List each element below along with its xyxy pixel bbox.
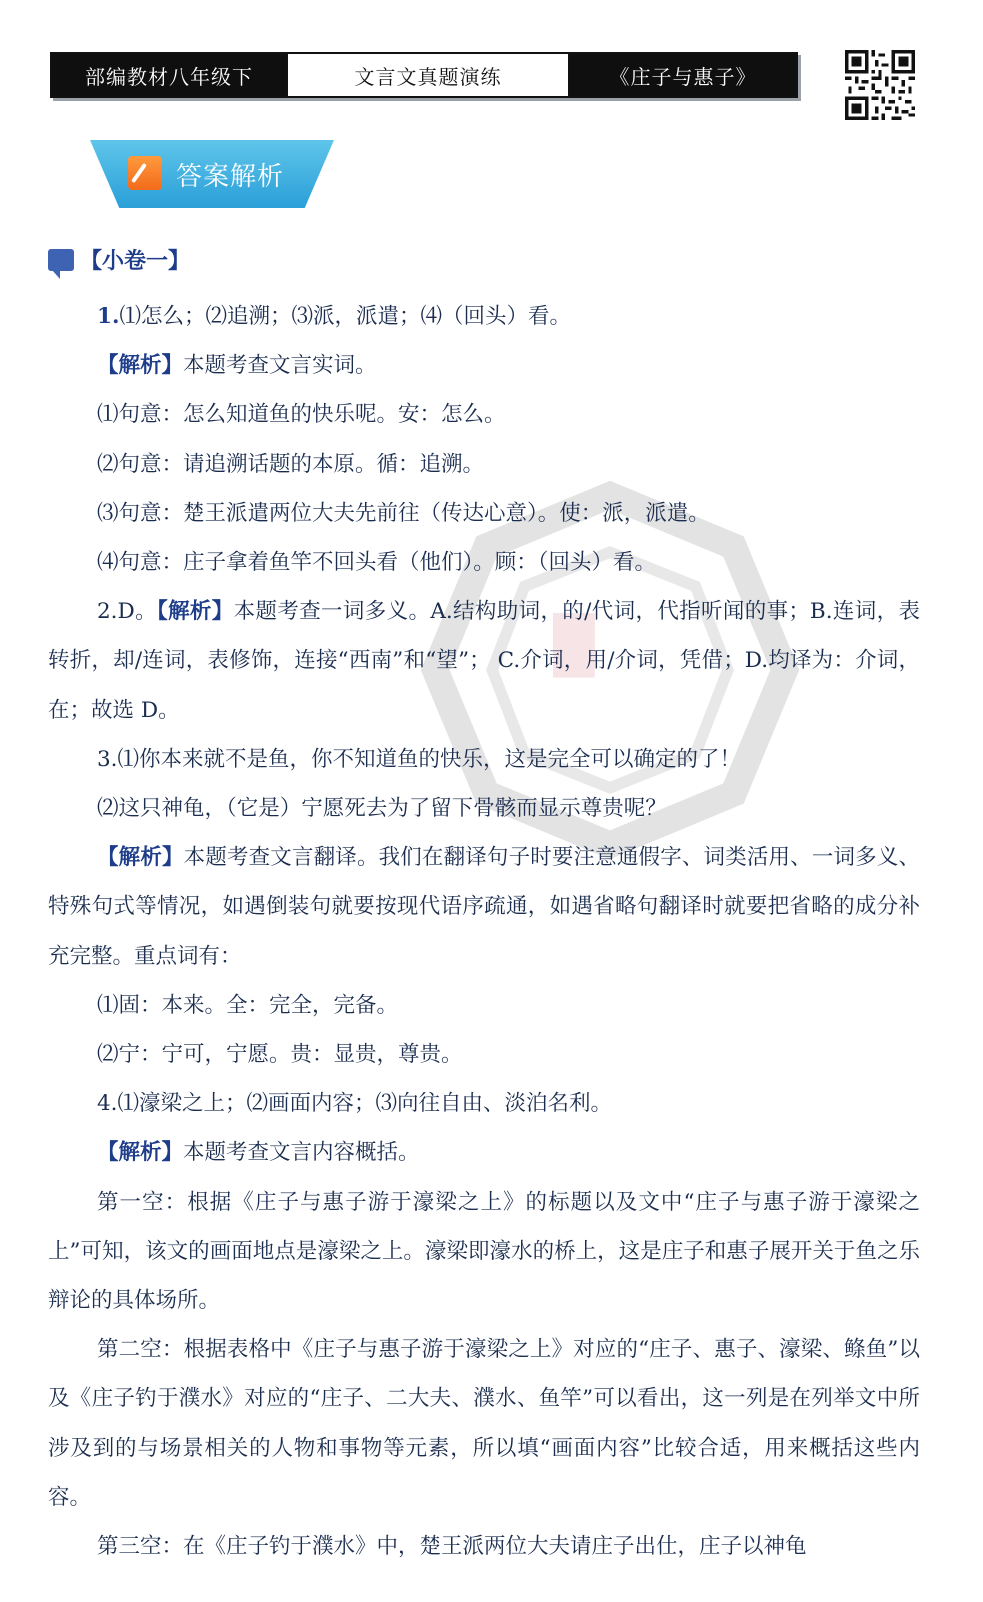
answer-q1-line-c: ⑶句意：楚王派遣两位大夫先前往（传达心意）。使：派，派遣。 bbox=[97, 500, 710, 526]
analysis-text: 本题考查文言实词。 bbox=[183, 353, 377, 379]
q1-number: 1. bbox=[97, 304, 120, 329]
analysis-tag: 【解析】 bbox=[97, 1140, 184, 1166]
answer-q4-analysis bbox=[48, 1128, 920, 1177]
q2-text: 本题考查一词多义。A.结构助词，的/代词，代指听闻的事；B.连词，表转折，却/连词，表修饰，连接“西南”和“望”； C.介词，用/介词，凭借；D.均译为：介词，在；故选 D。 bbox=[48, 599, 920, 723]
qr-code-icon bbox=[845, 50, 915, 120]
answer-q1-analysis bbox=[48, 341, 920, 390]
answer-q4-para3: 第三空：在《庄子钓于濮水》中，楚王派两位大夫请庄子出仕，庄子以神龟 bbox=[97, 1534, 807, 1560]
analysis-text: 本题考查文言内容概括。 bbox=[183, 1140, 420, 1166]
answer-q3-c: ⑴固：本来。全：完全，完备。 bbox=[97, 992, 399, 1018]
answer-q4: 4.⑴濠梁之上；⑵画面内容；⑶向往自由、淡泊名利。 bbox=[97, 1091, 613, 1117]
pencil-note-icon bbox=[128, 156, 162, 190]
answer-q4-para2: 第二空：根据表格中《庄子与惠子游于濠梁之上》对应的“庄子、惠子、濠梁、鲦鱼”以及《庄子钓于濮水》对应的“庄子、二大夫、濮水、鱼竿”可以看出，这一列是在列举文中所涉及到的与场景相关的人物和事物等元素，所以填“画面内容”比较合适，用来概括这些内容。 bbox=[48, 1337, 920, 1510]
section-heading bbox=[48, 244, 190, 275]
analysis-tag: 【解析】 bbox=[97, 845, 184, 871]
answer-q1-line-d: ⑷句意：庄子拿着鱼竿不回头看（他们）。顾：（回头）看。 bbox=[97, 550, 657, 576]
section-title: 【小卷一】 bbox=[80, 249, 191, 274]
answer-q3-a: 3.⑴你本来就不是鱼，你不知道鱼的快乐，这是完全可以确定的了！ bbox=[97, 746, 742, 772]
answer-q3-d: ⑵宁：宁可，宁愿。贵：显贵，尊贵。 bbox=[97, 1042, 463, 1068]
answer-content bbox=[48, 292, 920, 1571]
answer-q3-analysis bbox=[48, 833, 920, 981]
answer-q2 bbox=[48, 587, 920, 735]
answer-q1-line-a: ⑴句意：怎么知道鱼的快乐呢。安：怎么。 bbox=[97, 402, 506, 428]
banner-label: 答案解析 bbox=[176, 162, 285, 192]
header-lesson: 《庄子与惠子》 bbox=[570, 54, 796, 96]
analysis-tag: 【解析】 bbox=[156, 599, 234, 625]
answer-banner bbox=[90, 140, 334, 208]
answer-q4-para1: 第一空：根据《庄子与惠子游于濠梁之上》的标题以及文中“庄子与惠子游于濠梁之上”可知，该文的画面地点是濠梁之上。濠梁即濠水的桥上，这是庄子和惠子展开关于鱼之乐辩论的具体场所。 bbox=[48, 1189, 920, 1314]
header-bar bbox=[50, 52, 798, 98]
answer-q1-line-b: ⑵句意：请追溯话题的本原。循：追溯。 bbox=[97, 451, 485, 477]
analysis-text: 本题考查文言翻译。我们在翻译句子时要注意通假字、词类活用、一词多义、特殊句式等情况，如遇倒装句就要按现代语序疏通，如遇省略句翻译时就要把省略的成分补充完整。重点词有： bbox=[48, 845, 920, 969]
analysis-tag: 【解析】 bbox=[97, 353, 184, 379]
speech-bubble-icon bbox=[48, 249, 74, 271]
q1-text: ⑴怎么；⑵追溯；⑶派，派遣；⑷（回头）看。 bbox=[119, 304, 571, 329]
q2-lead: 2.D。 bbox=[97, 599, 157, 625]
answer-q3-b: ⑵这只神龟，（它是）宁愿死去为了留下骨骸而显示尊贵呢？ bbox=[97, 796, 667, 822]
header-topic: 文言文真题演练 bbox=[286, 54, 570, 96]
header-textbook: 部编教材八年级下 bbox=[52, 54, 286, 96]
answer-q1 bbox=[48, 292, 920, 341]
